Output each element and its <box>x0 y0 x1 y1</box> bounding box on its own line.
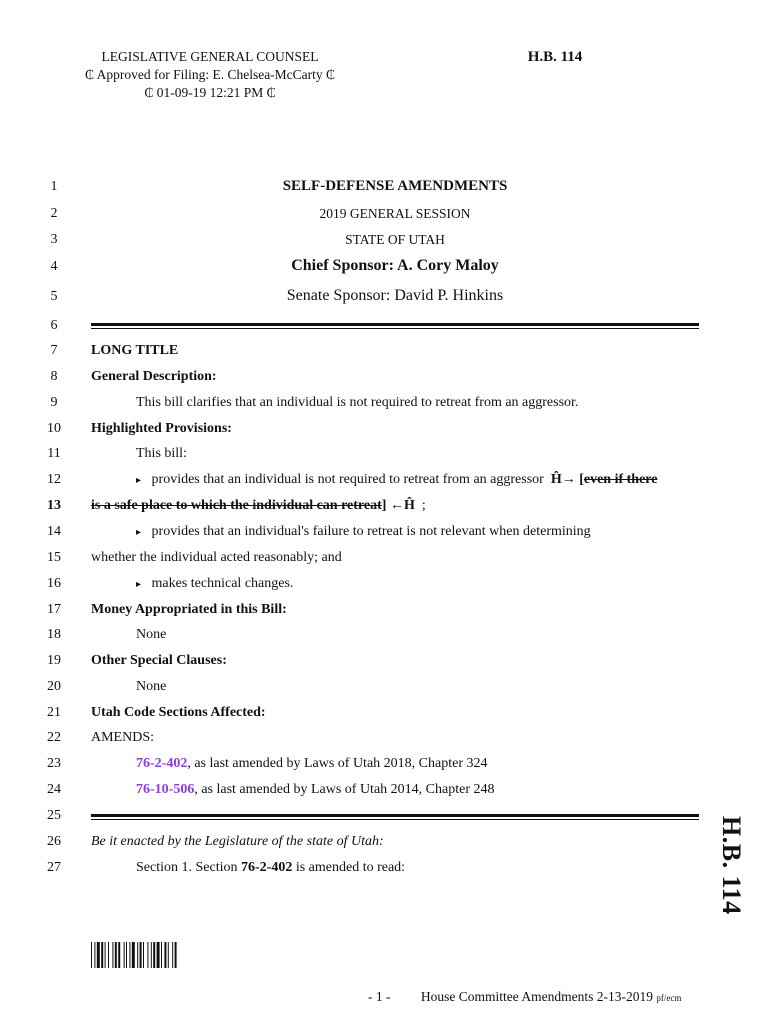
general-description-heading: General Description: <box>91 369 217 384</box>
line-number: 8 <box>50 369 58 384</box>
side-bill-number: H.B. 114 <box>717 815 746 915</box>
page-footer <box>368 989 681 1005</box>
session-label: 2019 GENERAL SESSION <box>319 206 471 221</box>
line-number: 2 <box>50 206 58 221</box>
line-number: 19 <box>47 653 61 668</box>
line-number: 22 <box>47 730 61 745</box>
line-number: 17 <box>47 602 61 617</box>
money-appropriated-value: None <box>136 627 167 642</box>
code-section-2-text: , as last amended by Laws of Utah 2014, Chapter 248 <box>194 782 495 797</box>
chief-sponsor: Chief Sponsor: A. Cory Maloy <box>291 257 499 274</box>
page-number: - 1 - <box>368 989 391 1004</box>
provision-1-end: ; <box>421 498 426 513</box>
provision-2 <box>136 523 591 542</box>
code-section-1 <box>136 755 487 773</box>
bracket-open: [ <box>579 472 584 487</box>
highlighted-provisions-heading: Highlighted Provisions: <box>91 421 232 436</box>
legislative-counsel-label: LEGISLATIVE GENERAL COUNSEL <box>101 49 319 64</box>
general-description-text: This bill clarifies that an individual is not required to retreat from an aggressor. <box>136 395 579 410</box>
line-number: 7 <box>50 343 58 358</box>
line-number: 10 <box>47 421 61 436</box>
line-number: 11 <box>47 446 61 461</box>
line-number: 20 <box>47 679 61 694</box>
provision-3-text: makes technical changes. <box>151 576 294 591</box>
line-number: 5 <box>50 289 58 304</box>
section-1-line <box>136 859 405 877</box>
provision-1-continued <box>91 497 426 515</box>
line-number: 25 <box>47 808 61 823</box>
section-1-prefix: Section 1. Section <box>136 860 241 875</box>
line-number: 21 <box>47 705 61 720</box>
approval-timestamp: ₵ 01-09-19 12:21 PM ₵ <box>144 85 276 100</box>
enacting-clause: Be it enacted by the Legislature of the state of Utah: <box>91 834 384 849</box>
provision-1-text: provides that an individual is not required to retreat from an aggressor <box>151 472 544 487</box>
line-number: 3 <box>50 232 58 247</box>
code-section-1-text: , as last amended by Laws of Utah 2018, Chapter 324 <box>187 756 488 771</box>
line-number: 27 <box>47 860 61 875</box>
bullet-icon: ▸ <box>136 579 142 590</box>
code-link-76-10-506[interactable]: 76-10-506 <box>136 782 195 797</box>
line-number: 9 <box>50 395 58 410</box>
provision-2-text: provides that an individual's failure to retreat is not relevant when determining <box>151 524 591 539</box>
line-number: 26 <box>47 834 61 849</box>
line-number: 16 <box>47 576 61 591</box>
bullet-icon: ▸ <box>136 475 142 486</box>
double-rule-top <box>91 323 699 329</box>
approval-line: ₵ Approved for Filing: E. Chelsea-McCarty ₵ <box>84 67 336 82</box>
double-rule-bottom <box>91 814 699 820</box>
money-appropriated-heading: Money Appropriated in this Bill: <box>91 602 287 617</box>
committee-amendments-label: House Committee Amendments 2-13-2019 <box>420 989 653 1004</box>
line-number: 1 <box>50 179 58 194</box>
stricken-text-b: is a safe place to which the individual can retreat <box>91 498 382 513</box>
amends-label: AMENDS: <box>91 730 155 745</box>
barcode-icon <box>91 942 231 968</box>
line-number: 13 <box>47 498 61 513</box>
line-number: 6 <box>50 318 58 333</box>
this-bill-label: This bill: <box>136 446 187 461</box>
code-link-76-2-402[interactable]: 76-2-402 <box>136 756 188 771</box>
line-number: 12 <box>47 472 61 487</box>
provision-2-continued: whether the individual acted reasonably; and <box>91 550 342 565</box>
special-clauses-value: None <box>136 679 167 694</box>
code-section-2 <box>136 781 494 799</box>
footer-initials: pf/ecm <box>656 993 682 1003</box>
stricken-text-a: even if there <box>583 472 658 487</box>
line-number: 4 <box>50 259 58 274</box>
special-clauses-heading: Other Special Clauses: <box>91 653 227 668</box>
section-1-suffix: is amended to read: <box>292 860 406 875</box>
line-number: 18 <box>47 627 61 642</box>
section-1-code: 76-2-402 <box>241 860 293 875</box>
provision-1 <box>136 471 657 490</box>
line-number: 14 <box>47 524 61 539</box>
bill-title: SELF-DEFENSE AMENDMENTS <box>282 178 508 194</box>
state-label: STATE OF UTAH <box>345 232 445 247</box>
bracket-close: ] <box>381 498 387 513</box>
line-number: 24 <box>47 782 61 797</box>
senate-sponsor: Senate Sponsor: David P. Hinkins <box>286 287 504 304</box>
provision-3 <box>136 575 293 594</box>
line-number: 15 <box>47 550 61 565</box>
bullet-icon: ▸ <box>136 527 142 538</box>
line-number: 23 <box>47 756 61 771</box>
long-title-heading: LONG TITLE <box>91 343 179 358</box>
amendment-close-marker: ←Ĥ <box>389 498 415 513</box>
header-bill-number: H.B. 114 <box>527 49 583 65</box>
amendment-open-marker: Ĥ→ <box>550 472 576 487</box>
code-sections-heading: Utah Code Sections Affected: <box>91 705 266 720</box>
